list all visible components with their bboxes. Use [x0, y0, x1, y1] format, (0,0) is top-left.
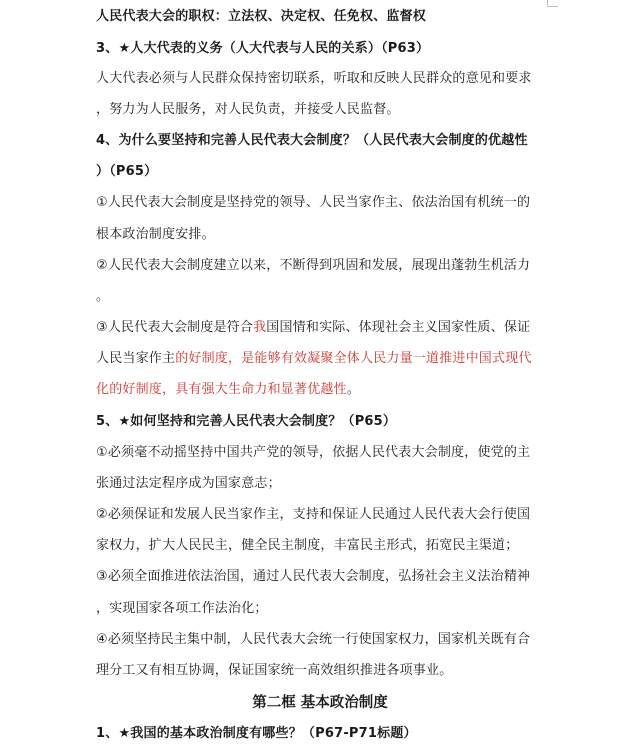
q5-point-2-line-2: 家权力，扩大人民民主，健全民主制度，丰富民主形式，拓宽民主渠道； — [96, 538, 519, 553]
q4-point-2-line-2: 。 — [96, 289, 110, 304]
question-4-title-line-1: 4、为什么要坚持和完善人民代表大会制度？（人民代表大会制度的优越性 — [96, 133, 528, 148]
q4-p3-l2-text: 人民当家作主 — [96, 351, 176, 366]
q5-point-3-line-2: ，实现国家各项工作法治化； — [96, 601, 268, 616]
q5-point-3-line-1: ③必须全面推进依法治国，通过人民代表大会制度，弘扬社会主义法治精神 — [96, 569, 531, 584]
q5-point-4-line-2: 理分工又有相互协调，保证国家统一高效组织推进各项事业。 — [96, 663, 453, 678]
q4-point-2-line-1: ②人民代表大会制度建立以来，不断得到巩固和发展，展现出蓬勃生机活力 — [96, 258, 531, 273]
section-2-heading: 第二框 基本政治制度 — [252, 695, 388, 711]
q4-point-3-line-1 — [96, 319, 530, 337]
q3-text-line-2: ，努力为人民服务，对人民负责，并接受人民监督。 — [96, 102, 400, 117]
q4-p3-l2-emphasis: 的好制度，是能够有效凝聚全体人民力量一道推进中国式现代 — [175, 351, 532, 366]
q4-p3-l3-end: 。 — [346, 382, 361, 397]
page-corner-mark — [547, 0, 558, 7]
npc-powers-line: 人民代表大会的职权：立法权、决定权、任免权、监督权 — [96, 9, 427, 24]
question-3-title: 3、★人大代表的义务（人大代表与人民的关系）（P63） — [96, 41, 430, 56]
q3-text-line-1: 人大代表必须与人民群众保持密切联系，听取和反映人民群众的意见和要求 — [96, 71, 532, 86]
q4-point-1-line-1: ①人民代表大会制度是坚持党的领导、人民当家作主、依法治国有机统一的 — [96, 195, 531, 210]
q5-point-4-line-1: ④必须坚持民主集中制，人民代表大会统一行使国家权力，国家机关既有合 — [96, 632, 531, 647]
q4-p3-l1-text-b: 国国情和实际、体现社会主义国家性质、保证 — [266, 320, 531, 335]
q5-point-1-line-1: ①必须毫不动摇坚持中国共产党的领导，依据人民代表大会制度，使党的主 — [96, 445, 531, 460]
q4-point-1-line-2: 根本政治制度安排。 — [96, 227, 215, 242]
q4-point-3-line-2 — [96, 350, 532, 368]
q4-point-3-line-3 — [96, 381, 360, 399]
q4-p3-l1-text-a: ③人民代表大会制度是符合 — [96, 320, 254, 335]
question-4-title-line-2: ）（P65） — [96, 164, 158, 179]
q5-point-1-line-2: 张通过法定程序成为国家意志； — [96, 476, 281, 491]
q5-point-2-line-1: ②必须保证和发展人民当家作主，支持和保证人民通过人民代表大会行使国 — [96, 507, 531, 522]
q4-p3-l3-emphasis: 化的好制度，具有强大生命力和显著优越性 — [96, 382, 347, 397]
section-2-question-1-title: 1、★我国的基本政治制度有哪些？（P67-P71标题） — [96, 726, 417, 741]
question-5-title: 5、★如何坚持和完善人民代表大会制度？（P65） — [96, 414, 397, 429]
q4-p3-l1-emphasis: 我 — [253, 320, 267, 335]
